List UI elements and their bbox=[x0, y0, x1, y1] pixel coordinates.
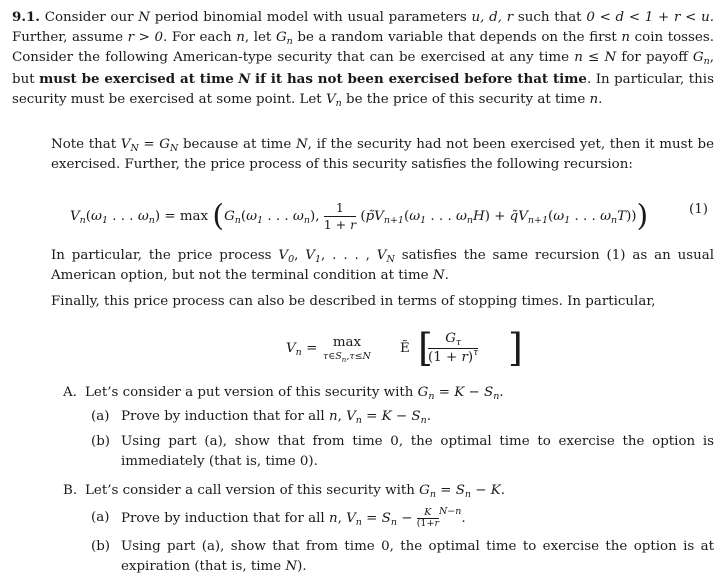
intro-text-10: , but bbox=[12, 50, 714, 87]
note-text-1: Note that bbox=[51, 137, 117, 152]
recursion-equation: $V_n(\omega_1$ . . . $\omega_n) = \max (G_n(\omega_1$ . . . $\omega_n$), $\frac{1}{1 + r}$ ($p̃V_{n+1}(\omega_1$ . . . $\omega_nH$) + $q̃V_{n+1}(\omega_1$ . . . $\omega_nT$))) (1) bbox=[70, 198, 708, 234]
intro-text-8: coin tosses. Consider the following American-type security that can be exercised at any time bbox=[12, 30, 714, 66]
math-r-positive: r > 0 bbox=[127, 30, 164, 46]
math-N-note: N bbox=[295, 137, 308, 152]
intro-text-4: . Further, assume bbox=[12, 10, 714, 46]
equation-number: (1) bbox=[689, 202, 708, 217]
part-a-a-text: Prove by induction that for all bbox=[121, 409, 325, 424]
period-pp: . bbox=[444, 268, 449, 284]
math-N-pp: N bbox=[432, 268, 445, 284]
problem-statement bbox=[12, 7, 714, 110]
intro-text-12: be the price of this security at time bbox=[346, 91, 586, 107]
math-call-value: n, $V_n = S_n$ − $\frac{K}{(1+r}$ $^{N-n}$ bbox=[328, 506, 462, 529]
intro-text-3: such that bbox=[517, 10, 582, 25]
math-VN-eq-GN: $V_N = G_N$ bbox=[120, 137, 179, 154]
math-n-2: n bbox=[621, 30, 631, 46]
part-b-label: B. bbox=[63, 483, 78, 498]
problem-number: 9.1. bbox=[12, 9, 40, 25]
intro-text-9: for payoff bbox=[621, 50, 688, 66]
math-call-payoff: $G_n = S_n - K$ bbox=[419, 483, 501, 500]
part-a-b-label: (b) bbox=[91, 434, 111, 449]
math-N: N bbox=[138, 10, 150, 25]
math-Gn: $G_n$ bbox=[275, 30, 293, 48]
math-put-value: n, $V_n = K - S_n$ bbox=[328, 409, 427, 426]
math-Vn: $V_n$ bbox=[325, 91, 342, 109]
bold-if-not-exercised: if it has not been exercised before that time bbox=[255, 70, 587, 87]
stopping-times-paragraph bbox=[51, 292, 714, 312]
math-N-bold: N bbox=[238, 70, 251, 87]
period: . bbox=[598, 91, 603, 107]
bold-must-exercise: must be exercised at time bbox=[39, 70, 234, 87]
intro-text-11: . In particular, this security must be exercised at some point. Let bbox=[12, 71, 714, 107]
pp-text-2: satisfies the same recursion (1) as an usual American option, but not the terminal condition at time bbox=[51, 248, 715, 284]
intro-text-7: be a random variable that depends on the first bbox=[297, 30, 617, 46]
stopping-time-equation: $V_n$ = max $\tau\in S_n,\tau\le N$ Ẽ [ $G_\tau$ $(1 + r)^\tau$ ] bbox=[286, 326, 523, 370]
note-text-2: because at time bbox=[182, 137, 292, 152]
part-b-text: Let’s consider a call version of this security with bbox=[85, 483, 415, 498]
price-process-paragraph bbox=[51, 246, 714, 286]
math-Gn-2: $G_n$ bbox=[692, 50, 710, 68]
intro-text-2: period binomial model with usual parameters bbox=[154, 10, 467, 25]
part-b-b-end: ). bbox=[297, 559, 307, 575]
math-V-sequence: $V_0$, $V_1$, . . . , $V_N$ bbox=[278, 248, 395, 265]
part-b-a-label: (a) bbox=[91, 510, 110, 525]
part-b-b-label: (b) bbox=[91, 539, 111, 554]
math-N-end: N bbox=[285, 559, 298, 575]
note-paragraph bbox=[51, 135, 714, 175]
part-a-label: A. bbox=[63, 385, 77, 400]
intro-text-1: Consider our bbox=[44, 10, 134, 25]
part-b-b-text: Using part (a), show that from time 0, the optimal time to exercise the option is at expiration (that is, time bbox=[121, 539, 714, 575]
intro-text-6: , let bbox=[244, 30, 272, 46]
math-params: u, d, r bbox=[471, 10, 514, 25]
homework-page: 9.1. Consider our N period binomial model with usual parameters u, d, r such that 0 < d < 1 + r < u. Further, assume r > 0. For each n, let $G_n$ be a random variable that depends on the first n coin tosses. Consider the following American-type security that can be exercised at any time n ≤ N for payoff $G_n$, but must be exercised at time N if it has not been exercised before that time. In particular, this security must be exercised at some point. Let $V_n$ be the price of this security at time n. Note that $V_N = G_N$ because at time N, if the security had not been exercised yet, then it must be exercised. Further, the price process of this security satisfies the following recursion: $V_n(\omega_1$ . . . $\omega_n) = \max (G_n(\omega_1$ . . . $\omega_n$), $\frac{1}{1 + r}$ ($p̃V_{n+1}(\omega_1$ . . . $\omega_nH$) + $q̃V_{n+1}(\omega_1$ . . . $\omega_nT$))) (1) In particular, the price process $V_0$, $V_1$, . . . , $V_N$ satisfies the same recursion (1) as an usual American option, but not the terminal condition at time N. Finally, this price process can also be described in terms of stopping times. In particular, $V_n$ = max $\tau\in S_n,\tau\le N$ Ẽ [ $G_\tau$ $(1 + r)^\tau$ ] A. Let’s consider a put version of this security with $G_n = K - S_n$. (a) Prove by induction that for all n, $V_n = K - S_n$. (b) Using part (a), show that from time 0, the optimal time to exercise the option is immediately (that is, time 0). B. Let’s consider a call version of this security with $G_n = S_n - K$. (a) Prove by induction that for all n, $V_n = S_n$ − $\frac{K}{(1+r}$ $^{N-n}$. (b) Using part (a), show that from time 0, the optimal time to exercise the option is at expiration (that is, time N). bbox=[12, 9, 715, 575]
st-text-1: Finally, this price process can also be described in terms of stopping times. In particular, bbox=[51, 294, 656, 309]
math-n: n bbox=[236, 30, 245, 46]
part-a-a-label: (a) bbox=[91, 409, 110, 424]
intro-text-5: . For each bbox=[163, 30, 232, 46]
note-text-3: , if the security had not been exercised yet, then it must be exercised. Further, the price process of this security satisfies the following recursion: bbox=[51, 137, 715, 173]
part-b-a-text: Prove by induction that for all bbox=[121, 511, 325, 526]
pp-text-1: In particular, the price process bbox=[51, 248, 272, 263]
part-a-b-text: Using part (a), show that from time 0, the optimal time to exercise the option is immediately (that is, time 0). bbox=[121, 434, 714, 470]
math-inequality: 0 < d < 1 + r < u bbox=[586, 10, 710, 25]
math-n-le-N: n ≤ N bbox=[574, 50, 617, 66]
part-a-text: Let’s consider a put version of this security with bbox=[85, 385, 414, 400]
math-n-3: n bbox=[589, 91, 599, 107]
math-put-payoff: $G_n = K - S_n$ bbox=[417, 385, 500, 402]
